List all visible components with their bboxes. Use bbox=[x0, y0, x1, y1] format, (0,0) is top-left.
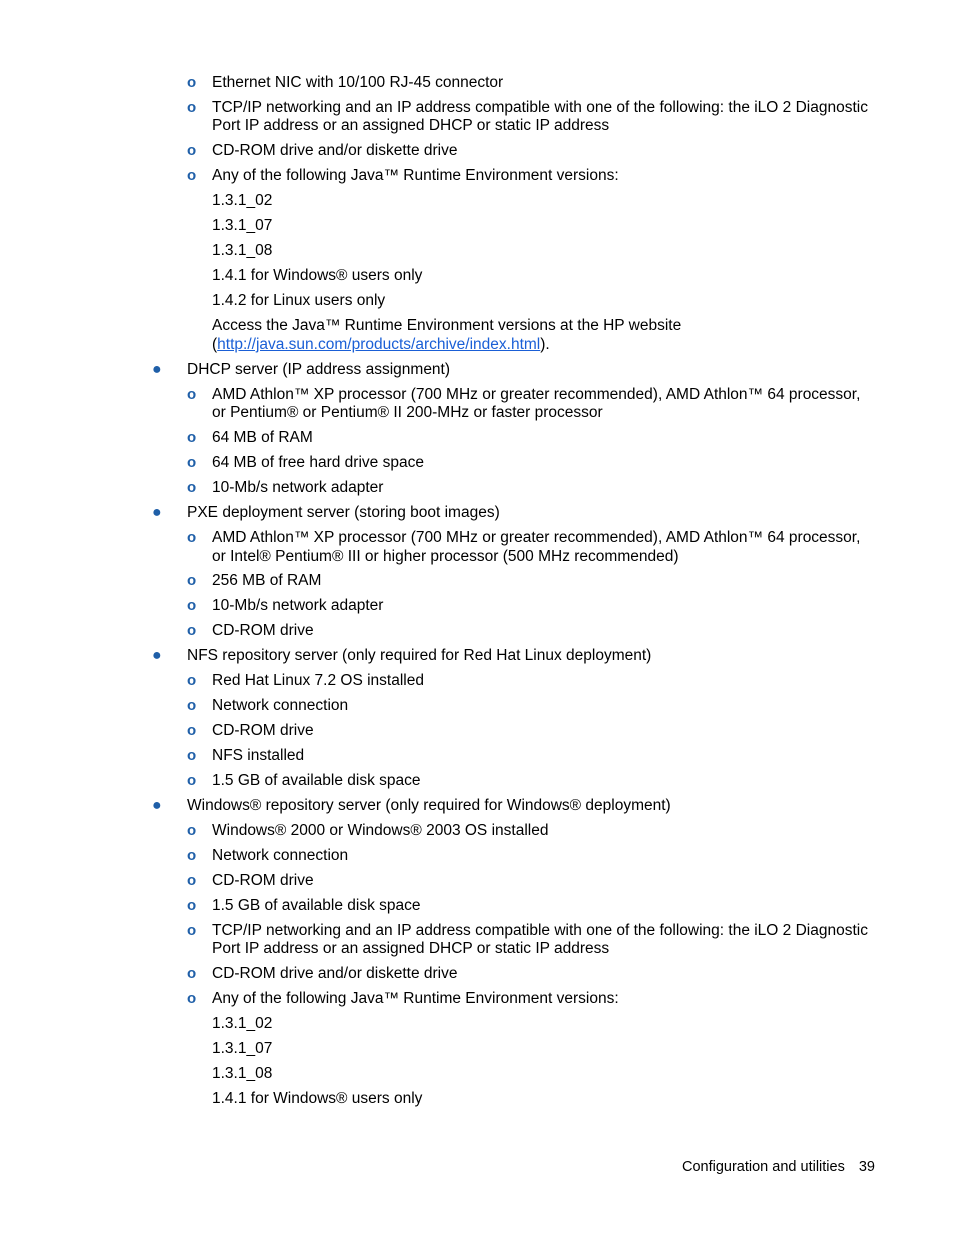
line-text: NFS repository server (only required for Red Hat Linux deployment) bbox=[187, 647, 652, 664]
sub-bullet-item bbox=[0, 922, 954, 940]
line-text: 1.5 GB of available disk space bbox=[212, 772, 421, 789]
line-text: Port IP address or an assigned DHCP or static IP address bbox=[212, 117, 610, 134]
sub-bullet-marker: o bbox=[187, 386, 197, 403]
line-text: TCP/IP networking and an IP address compatible with one of the following: the iLO 2 Diagnostic bbox=[212, 99, 868, 116]
list-line bbox=[0, 548, 954, 566]
sub-bullet-item bbox=[0, 597, 954, 615]
list-line bbox=[0, 1015, 954, 1033]
line-text: Windows® 2000 or Windows® 2003 OS installed bbox=[212, 822, 549, 839]
list-line bbox=[0, 292, 954, 310]
line-text: 1.3.1_08 bbox=[212, 242, 273, 259]
line-text: Network connection bbox=[212, 697, 349, 714]
sub-bullet-marker: o bbox=[187, 572, 197, 589]
sub-bullet-item bbox=[0, 529, 954, 547]
list-line bbox=[0, 192, 954, 210]
line-text: CD-ROM drive bbox=[212, 872, 314, 889]
bullet-item bbox=[0, 361, 954, 379]
sub-bullet-item bbox=[0, 990, 954, 1008]
sub-bullet-marker: o bbox=[187, 529, 197, 546]
list-line bbox=[0, 317, 954, 335]
sub-bullet-item bbox=[0, 74, 954, 92]
line-text: TCP/IP networking and an IP address compatible with one of the following: the iLO 2 Diagnostic bbox=[212, 922, 868, 939]
sub-bullet-marker: o bbox=[187, 74, 197, 91]
line-text: 1.3.1_07 bbox=[212, 1040, 273, 1057]
line-text: Port IP address or an assigned DHCP or static IP address bbox=[212, 940, 610, 957]
line-text: Ethernet NIC with 10/100 RJ-45 connector bbox=[212, 74, 504, 91]
sub-bullet-marker: o bbox=[187, 772, 197, 789]
line-text: or Intel® Pentium® III or higher processor (500 MHz recommended) bbox=[212, 548, 679, 565]
list-line bbox=[0, 940, 954, 958]
sub-bullet-marker: o bbox=[187, 142, 197, 159]
line-text: Access the Java™ Runtime Environment versions at the HP website bbox=[212, 317, 682, 334]
line-text: NFS installed bbox=[212, 747, 305, 764]
list-line bbox=[0, 267, 954, 285]
list-line bbox=[0, 217, 954, 235]
line-text: 1.3.1_02 bbox=[212, 192, 273, 209]
bullet-marker: ● bbox=[152, 361, 162, 378]
line-text: 1.3.1_07 bbox=[212, 217, 273, 234]
line-text: CD-ROM drive bbox=[212, 622, 314, 639]
page-footer bbox=[682, 1159, 875, 1175]
line-text: Any of the following Java™ Runtime Environment versions: bbox=[212, 167, 619, 184]
line-text: 10-Mb/s network adapter bbox=[212, 597, 384, 614]
sub-bullet-item bbox=[0, 747, 954, 765]
sub-bullet-marker: o bbox=[187, 722, 197, 739]
line-text: 1.3.1_08 bbox=[212, 1065, 273, 1082]
sub-bullet-marker: o bbox=[187, 990, 197, 1007]
sub-bullet-item bbox=[0, 454, 954, 472]
line-text: Windows® repository server (only required for Windows® deployment) bbox=[187, 797, 671, 814]
line-text: Red Hat Linux 7.2 OS installed bbox=[212, 672, 424, 689]
sub-bullet-item bbox=[0, 167, 954, 185]
list-line bbox=[0, 117, 954, 135]
list-line bbox=[0, 336, 954, 354]
line-text: 1.4.2 for Linux users only bbox=[212, 292, 386, 309]
line-text: CD-ROM drive and/or diskette drive bbox=[212, 142, 458, 159]
list-line bbox=[0, 404, 954, 422]
line-text: CD-ROM drive and/or diskette drive bbox=[212, 965, 458, 982]
sub-bullet-marker: o bbox=[187, 672, 197, 689]
line-text: AMD Athlon™ XP processor (700 MHz or greater recommended), AMD Athlon™ 64 processor, bbox=[212, 386, 861, 403]
line-text: DHCP server (IP address assignment) bbox=[187, 361, 451, 378]
line-text: 10-Mb/s network adapter bbox=[212, 479, 384, 496]
sub-bullet-item bbox=[0, 622, 954, 640]
sub-bullet-marker: o bbox=[187, 167, 197, 184]
sub-bullet-item bbox=[0, 697, 954, 715]
sub-bullet-marker: o bbox=[187, 697, 197, 714]
sub-bullet-marker: o bbox=[187, 99, 197, 116]
sub-bullet-item bbox=[0, 572, 954, 590]
link-prefix: ( bbox=[212, 336, 218, 353]
bullet-marker: ● bbox=[152, 797, 162, 814]
list-line bbox=[0, 1040, 954, 1058]
bullet-item bbox=[0, 797, 954, 815]
sub-bullet-marker: o bbox=[187, 822, 197, 839]
sub-bullet-item bbox=[0, 722, 954, 740]
sub-bullet-item bbox=[0, 142, 954, 160]
sub-bullet-item bbox=[0, 99, 954, 117]
sub-bullet-marker: o bbox=[187, 897, 197, 914]
line-text: 64 MB of free hard drive space bbox=[212, 454, 424, 471]
sub-bullet-marker: o bbox=[187, 429, 197, 446]
list-line bbox=[0, 1090, 954, 1108]
sub-bullet-marker: o bbox=[187, 872, 197, 889]
sub-bullet-item bbox=[0, 965, 954, 983]
line-text: 1.5 GB of available disk space bbox=[212, 897, 421, 914]
link-line bbox=[212, 336, 550, 354]
sub-bullet-item bbox=[0, 872, 954, 890]
sub-bullet-marker: o bbox=[187, 479, 197, 496]
list-line bbox=[0, 242, 954, 260]
sub-bullet-marker: o bbox=[187, 747, 197, 764]
sub-bullet-marker: o bbox=[187, 922, 197, 939]
sub-bullet-item bbox=[0, 772, 954, 790]
sub-bullet-item bbox=[0, 847, 954, 865]
sub-bullet-item bbox=[0, 897, 954, 915]
line-text: 1.4.1 for Windows® users only bbox=[212, 267, 423, 284]
sub-bullet-item bbox=[0, 822, 954, 840]
line-text: CD-ROM drive bbox=[212, 722, 314, 739]
sub-bullet-item bbox=[0, 672, 954, 690]
list-line bbox=[0, 1065, 954, 1083]
sub-bullet-marker: o bbox=[187, 597, 197, 614]
line-text: 1.3.1_02 bbox=[212, 1015, 273, 1032]
bullet-marker: ● bbox=[152, 647, 162, 664]
bullet-item bbox=[0, 647, 954, 665]
link-suffix: ). bbox=[540, 336, 550, 353]
line-text: 256 MB of RAM bbox=[212, 572, 322, 589]
line-text: PXE deployment server (storing boot images) bbox=[187, 504, 500, 521]
sub-bullet-marker: o bbox=[187, 847, 197, 864]
footer-section-title: Configuration and utilities bbox=[682, 1159, 845, 1175]
sub-bullet-item bbox=[0, 386, 954, 404]
sub-bullet-item bbox=[0, 429, 954, 447]
sub-bullet-item bbox=[0, 479, 954, 497]
sub-bullet-marker: o bbox=[187, 965, 197, 982]
line-text: AMD Athlon™ XP processor (700 MHz or greater recommended), AMD Athlon™ 64 processor, bbox=[212, 529, 861, 546]
sub-bullet-marker: o bbox=[187, 454, 197, 471]
sub-bullet-marker: o bbox=[187, 622, 197, 639]
line-text: or Pentium® or Pentium® II 200-MHz or faster processor bbox=[212, 404, 603, 421]
line-text: 1.4.1 for Windows® users only bbox=[212, 1090, 423, 1107]
bullet-marker: ● bbox=[152, 504, 162, 521]
java-archive-link[interactable]: http://java.sun.com/products/archive/index.html bbox=[217, 336, 541, 353]
line-text: Any of the following Java™ Runtime Environment versions: bbox=[212, 990, 619, 1007]
line-text: 64 MB of RAM bbox=[212, 429, 313, 446]
line-text: Network connection bbox=[212, 847, 349, 864]
bullet-item bbox=[0, 504, 954, 522]
page-number: 39 bbox=[858, 1159, 875, 1175]
